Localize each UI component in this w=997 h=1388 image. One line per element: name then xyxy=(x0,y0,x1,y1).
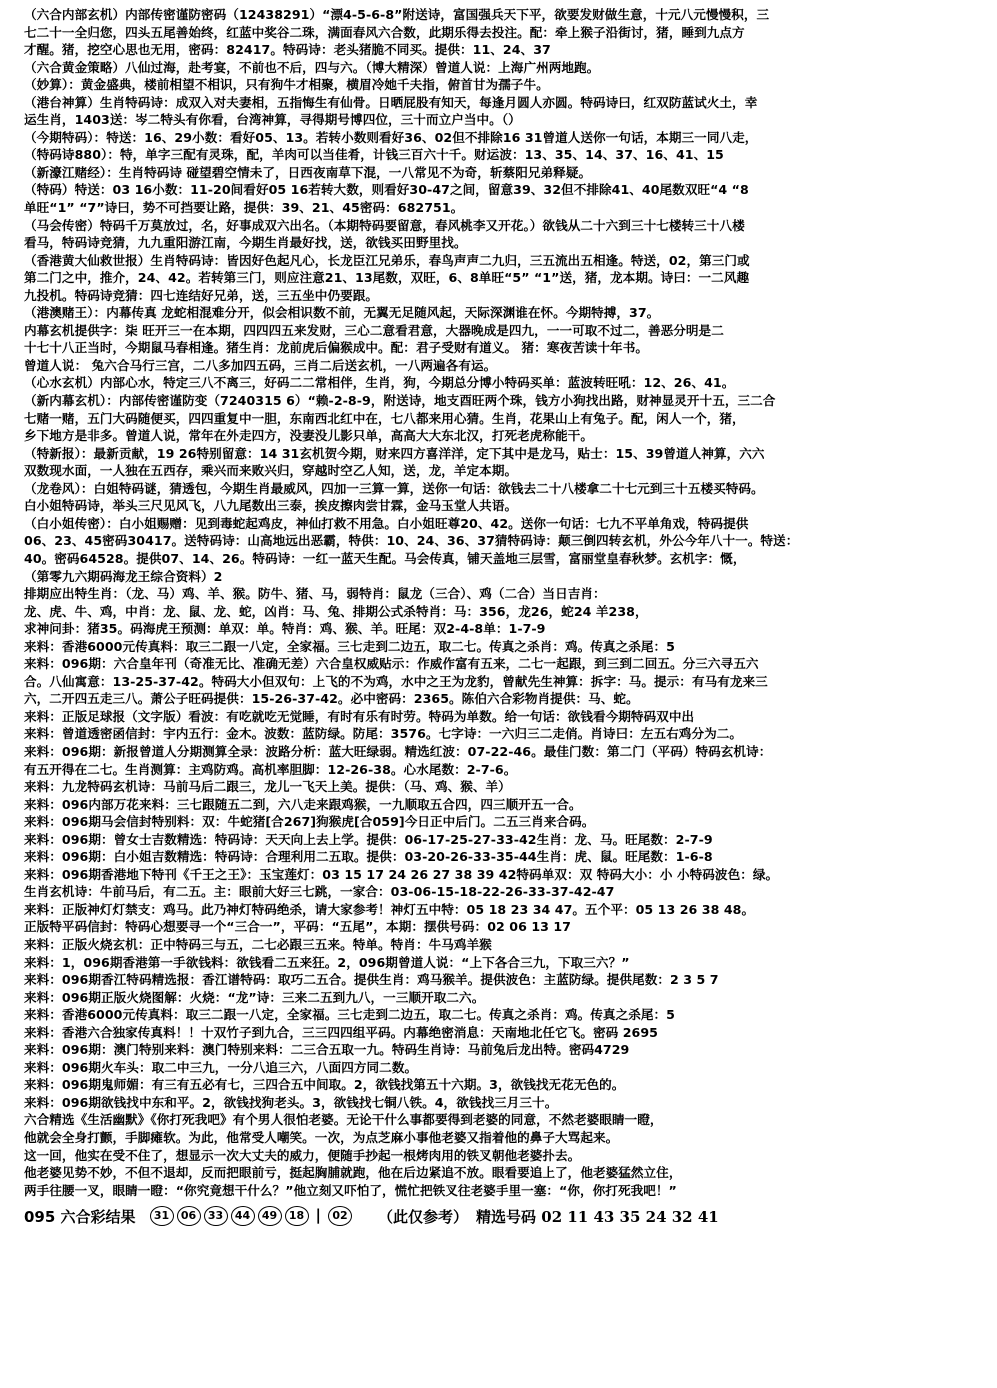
text-line: 龙、虎、牛、鸡，中肖：龙、鼠、龙、蛇，凶肖：马、兔、排期公式杀特肖：马：356，龙26，蛇24 羊238， xyxy=(24,603,648,619)
text-line: 来料：096期：新报曾道人分期测算全录：波路分析：蓝大旺绿弱。精选红波：07-22-46。最佳门数：第二门（平码）特码玄机诗： xyxy=(24,743,772,759)
text-line: （特新报）：最新贡献，19 26特别留意：14 31玄机贺今期，财来四方喜洋洋，定下其中是龙马，贴士：15、39曾道人神算，六六 xyxy=(24,445,765,461)
text-line: 他老婆见势不妙，不但不退却，反而把眼前亏，挺起胸脯就跑，他在后边紧追不放。眼看要追上了，他老婆猛然立住， xyxy=(24,1165,682,1181)
selected-numbers: 精选号码 02 11 43 35 24 32 41 xyxy=(476,1207,719,1226)
text-line: （港澳赌王）：内幕传真 龙蛇相混难分开，似会相识数不前，无翼无足随风起，天际深渊谁在怀。今期特搏，37。 xyxy=(24,305,660,321)
text-line: 七二十一全归您，四头五尾善始终，红蓝中奖谷二珠，满面春风六合数，此期乐得去投注。配：牵上猴子沿街讨，猪，睡到九点方 xyxy=(24,24,745,40)
text-line: （妙算）：黄金盛典，楼前相望不相识，只有狗牛才相聚，横眉冷她千夫指，俯首甘为孺子牛。 xyxy=(24,77,549,93)
text-line: 十七十八正当时，今期鼠马春相逢。猪生肖：龙前虎后偏猴成中。配：君子受财有道义。 猪：寒夜苦读十年书。 xyxy=(24,340,648,356)
text-line: 内幕玄机提供字：柒 旺开三一在本期，四四四五来发财，三心二意看君意，大器晚成是四九，一一可取不过二，善恶分明是二 xyxy=(24,322,724,338)
text-line: （龙卷风）：白姐特码谜，猜透包，今期生肖最威风，四加一三算一算，送你一句话：欲钱去二十八楼拿二十七元到三十五楼买特码。 xyxy=(24,480,764,496)
text-line: 这一回，他实在受不住了，想显示一次大丈夫的威力，便随手抄起一根烤肉用的铁叉朝他老婆扑去。 xyxy=(24,1147,581,1163)
text-line: 来料：096期火车头：取二中三九，一分八追三六，八面四方同二数。 xyxy=(24,1059,418,1075)
text-line: 合。八仙寓意：13-25-37-42。特码大小但双句：上飞的不为鸡，水中之王为龙豹，曾献先生神算：拆字：马。提示：有马有龙来三 xyxy=(24,673,768,689)
text-line: 看马，特码诗竞猜，九九重阳游江南，今期生肖最好找，送，欲钱买田野里找。 xyxy=(24,235,467,251)
text-line: 才醒。猪，挖空心思也无用，密码：82417。特码诗：老头猪脆不同买。提供：11、24、37 xyxy=(24,42,551,58)
text-line: （香港黄大仙救世报）生肖特码诗：皆因好色起凡心，长龙臣江兄弟乐，春鸟声声二九归，三五流出五相逢。特送，02，第三门或 xyxy=(24,252,750,268)
results-footer xyxy=(24,1203,987,1229)
text-line: （六合内部玄机）内部传密谨防密码（12438291）“漂4-5-6-8”附送诗，富国强兵天下平，欲要发财做生意，十元八元慢慢积，三 xyxy=(24,7,770,22)
text-line: 运生肖，1403送：岑二特头有你看，台湾神算，寻得期号博四位，三十而立户当中。（） xyxy=(24,112,521,128)
text-line: （新内幕玄机）：内部传密谨防变（7240315 6）“赖-2-8-9，附送诗，地支酉旺两个珠，钱方小狗找出路，财神显灵开十五，三二合 xyxy=(24,393,776,409)
text-line: 来料：096期：白小姐吉数精选：特码诗：合理利用二五取。提供：03-20-26-33-35-44生肖：虎、鼠。旺尾数：1-6-8 xyxy=(24,849,713,865)
text-line: 六合精选《生活幽默》《你打死我吧》有个男人很怕老婆。无论干什么事都要得到老婆的同意，不然老婆眼睛一瞪， xyxy=(24,1112,663,1128)
special-separator: | xyxy=(315,1206,322,1225)
text-line: 单旺“1” “7”诗曰，势不可挡要让路，提供：39、21、45密码：682751。 xyxy=(24,200,464,216)
text-line: （马会传密）特码千万莫放过，名，好事成双六出名。（本期特码要留意，春风桃李又开花。）欲钱从二十六到三十七楼转三十八楼 xyxy=(24,217,745,233)
text-line: 来料：096期：澳门特别来料：澳门特别来料：二三合五取一九。特码生肖诗：马前兔后龙出特。密码4729 xyxy=(24,1042,630,1058)
text-line: 来料：正版神灯灯禁支：鸡马。此乃神灯特码绝杀，请大家参考！神灯五中特：05 18 23 34 47。五个平：05 13 26 38 48。 xyxy=(24,901,755,917)
text-line: （港台神算）生肖特码诗：成双入对夫妻相，五指悔生有仙骨。日晒屁股有知天，每逢月圆人亦圆。特码诗曰，红双防蓝试火土，幸 xyxy=(24,94,758,110)
result-ball: 49 xyxy=(258,1206,282,1226)
text-line: 生肖玄机诗：牛前马后，有二五。主：眼前大好三七跳，一家合：03-06-15-18-22-26-33-37-42-47 xyxy=(24,884,615,900)
text-line: 来料：正版足球报（文字版）看波：有吃就吃无觉睡，有时有乐有时劳。特码为单数。给一句话：欲钱看今期特码双中出 xyxy=(24,708,695,724)
text-line: （今期特码）：特送：16、29小数：看好05、13。若转小数则看好36、02但不排除16 31曾道人送你一句话，本期三一同八走， xyxy=(24,129,758,145)
result-ball: 44 xyxy=(231,1206,255,1226)
text-line: 双数现水面，一人独在五西存，乘兴而来败兴归，穿越时空乙人知，送，龙，羊定本期。 xyxy=(24,463,518,479)
result-ball: 31 xyxy=(150,1206,174,1226)
result-balls xyxy=(150,1206,352,1226)
result-ball: 33 xyxy=(204,1206,228,1226)
text-line: 来料：正版火烧玄机：正中特码三与五，二七必跟三五来。特单。特肖：牛马鸡羊猴 xyxy=(24,936,492,952)
text-line: 来料：香港6000元传真料：取三二跟一八定，全家福。三七走到二边五，取二七。传真之杀肖：鸡。传真之杀尾：5 xyxy=(24,1007,675,1023)
text-line: （特码）特送：03 16小数：11-20间看好05 16若转大数，则看好30-47之间，留意39、32但不排除41、40尾数双旺“4 “8 xyxy=(24,182,749,198)
text-line: 来料：096期：曾女士吉数精选：特码诗：天天向上去上学。提供：06-17-25-27-33-42生肖：龙、马。旺尾数：2-7-9 xyxy=(24,831,713,847)
text-line: 六，二开四五走三八。萧公子旺码提供：15-26-37-42。必中密码：2365。陈伯六合彩物肖提供：马、蛇。 xyxy=(24,691,639,707)
text-line: （心水玄机）内部心水，特定三八不离三，好码二二常相伴，生肖，狗，今期总分博小特码买单：蓝波转旺吼：12、26、41。 xyxy=(24,375,735,391)
text-line: （特码诗880）：特，单字三配有灵珠，配，羊肉可以当佳肴，计钱三百六十千。财运波：13、35、14、37、16、41、15 xyxy=(24,147,724,163)
text-line: （白小姐传密）：白小姐赐赠：见到毒蛇起鸡皮，神仙打救不用急。白小姐旺尊20、42。送你一句话：七九不平单角戏，特码提供 xyxy=(24,515,749,531)
text-line: 来料：096期香港地下特刊《千王之王》：玉宝莲灯：03 15 17 24 26 27 38 39 42特码单双：双 特码大小：小 小特码波色：绿。 xyxy=(24,866,779,882)
special-ball: 02 xyxy=(328,1206,352,1226)
text-line: 来料：香港六合独家传真料！！十双竹子到九合，三三四四组平码。内幕绝密消息：天南地北任它飞。密码 2695 xyxy=(24,1024,658,1040)
previous-result-label: 095 六合彩结果 xyxy=(24,1207,136,1226)
text-line: 来料：九龙特码玄机诗：马前马后二跟三，龙儿一飞天上美。提供：（马、鸡、猴、羊） xyxy=(24,779,511,795)
text-line: 来料：香港6000元传真料：取三二跟一八定，全家福。三七走到二边五，取二七。传真之杀肖：鸡。传真之杀尾：5 xyxy=(24,638,675,654)
result-ball: 18 xyxy=(285,1206,309,1226)
text-line: 来料：曾道透密函信封：宇内五行：金木。波数：蓝防绿。防尾：3576。七字诗：一六归三二走俏。肖诗曰：左五右鸡分为二。 xyxy=(24,726,743,742)
text-line: 排期应出特生肖：（龙、马）鸡、羊、猴。防牛、猪、马，弱特肖：鼠龙（三合）、鸡（二合）当日吉肖： xyxy=(24,586,606,602)
reference-note: （此仅参考） xyxy=(378,1207,469,1226)
text-line: 有五开得在二七。生肖测算：主鸡防鸡。高机率胆脚：12-26-38。心水尾数：2-7-6。 xyxy=(24,761,517,777)
text-line: 求神问卦：猪35。码海虎王预测：单双：单。特肖：鸡、猴、羊。旺尾：双2-4-8单：1-7-9 xyxy=(24,621,546,637)
text-line: 他就会全身打颤，手脚瘫软。为此，他常受人嘲笑。一次，为点芝麻小事他老婆又指着他的鼻子大骂起来。 xyxy=(24,1130,619,1145)
text-line: 乡下地方是非多。曾道人说，常年在外走四方，没妻没儿影只单，高高大大东北汉，打死老虎称能干。 xyxy=(24,428,593,444)
text-line: 九投机。特码诗竞猜：四七连结好兄弟，送，三五坐中仍要跟。 xyxy=(24,287,379,303)
text-line: 曾道人说： 兔六合马行三宫，二八多加四五码，三肖二后送玄机，一八两遍各有运。 xyxy=(24,357,497,373)
text-line: 两手往腰一叉，眼睛一瞪：“你究竟想干什么？”他立刻又吓怕了，慌忙把铁叉往老婆手里一塞：“你，你打死我吧！” xyxy=(24,1182,677,1198)
text-line: （第零九六期码海龙王综合资料）2 xyxy=(24,568,223,584)
text-line: 06、23、45密码30417。送特码诗：山高地远出恶霸，特供：10、24、36、37猜特码诗：颠三倒四转玄机，外公今年八十一。特送： xyxy=(24,533,799,549)
text-line: 七赌一赌，五门大码随便买，四四重复中一胆，东南西北红中在，七八都来用心猜。生肖，花果山上有兔子。配，闲人一个，猪， xyxy=(24,410,745,426)
text-line: 40。密码64528。提供07、14、26。特码诗：一红一蓝天生配。马会传真，铺天盖地三层雪，富丽堂皇春秋梦。玄机字：慨， xyxy=(24,550,746,566)
text-line: 来料：096期：六合皇年刊（奇准无比、准确无差）六合皇权威贴示：作威作富有五来，二七一起跟，到三到二回五。分三六寻五六 xyxy=(24,656,759,672)
text-line: 来料：096期香江特码精选报：香江谱特码：取巧二五合。提供生肖：鸡马猴羊。提供波色：主蓝防绿。提供尾数：2 3 5 7 xyxy=(24,972,719,988)
text-line: 来料：1，096期香港第一手欲钱料：欲钱看二五来狂。2，096期曾道人说：“上下各合三九，下取三六？” xyxy=(24,954,630,970)
text-line: 来料：096内部万花来料：三七跟随五二到，六八走来跟鸡猴，一九顺取五合四，四三顺开五一合。 xyxy=(24,796,582,812)
text-line: （六合黄金策略）八仙过海，赴考宴，不前也不后，四与六。（博大精深）曾道人说：上海广州两地跑。 xyxy=(24,59,600,75)
text-line: 来料：096期鬼师媚：有三有五必有七，三四合五中间取。2，欲钱找第五十六期。3，欲钱找无花无色的。 xyxy=(24,1077,625,1093)
text-line: 正版特平码信封：特码心想要寻一个“三合一”，平码：“五尾”，本期：摆供号码：02 06 13 17 xyxy=(24,919,571,935)
text-line: 第二门之中，推介，24、42。若转第三门，则应注意21、13尾数，双旺，6、8单旺“5” “1”送，猪，龙本期。诗曰：一二风趣 xyxy=(24,270,750,286)
text-line: 白小姐特码诗，举头三尺见风飞，八九尾数出三泰，挨皮擦肉尝甘霖，金马玉堂人共语。 xyxy=(24,498,518,514)
result-ball: 06 xyxy=(177,1206,201,1226)
text-line: 来料：096期欲钱找中东和平。2，欲钱找狗老头。3，欲钱找七铜八铁。4，欲钱找三月三十。 xyxy=(24,1094,558,1110)
text-line: （新濠江赌经）：生肖特码诗 碰望碧空情未了，日西夜南草下混，一八常见不为奇，斩蔡阳兄弟释疑。 xyxy=(24,164,592,180)
text-line: 来料：096期马会信封特别料：双：牛蛇猪[合267]狗猴虎[合059]今日正中后门。二五三肖来合码。 xyxy=(24,814,595,830)
document-body xyxy=(24,6,987,1199)
text-line: 来料：096期正版火烧图解：火烧：“龙”诗：三来二五到九八，一三顺开取二六。 xyxy=(24,989,485,1005)
